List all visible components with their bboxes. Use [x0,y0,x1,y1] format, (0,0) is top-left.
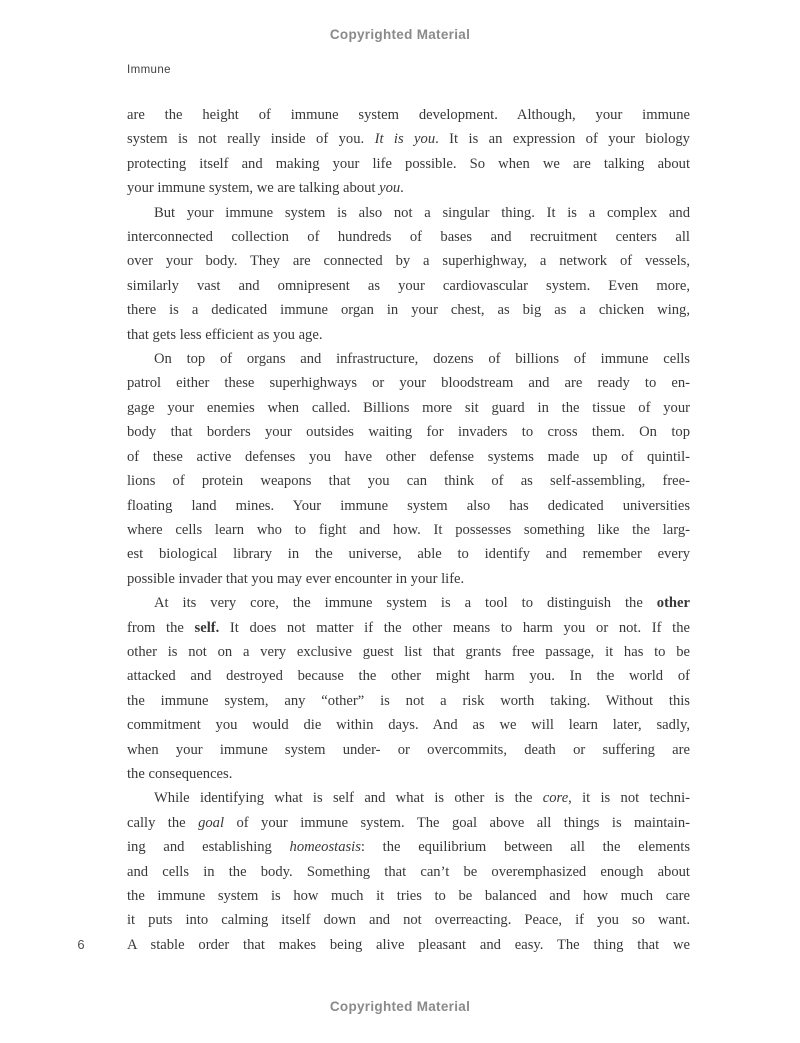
text-line: body that borders your outsides waiting for invaders to cross them. On top [127,424,690,441]
text-line: gage your enemies when called. Billions more sit guard in the tissue of your [127,399,690,416]
text-line: the immune system is how much it tries to be balanced and how much care [127,888,690,904]
text-line: when your immune system under- or overcommits, death or suffering are [127,741,690,758]
body-text [127,103,690,957]
text-line: attacked and destroyed because the other might harm you. In the world of [127,668,690,685]
text-line: patrol either these superhighways or your bloodstream and are ready to en- [127,375,690,392]
text-line: But your immune system is also not a singular thing. It is a complex and [154,204,690,221]
text-line: While identifying what is self and what is other is the core, it is not techni- [154,790,690,807]
text-line: est biological library in the universe, able to identify and remember every [127,546,690,563]
paragraph [127,591,690,786]
copyright-banner-bottom: Copyrighted Material [329,999,471,1014]
text-line: interconnected collection of hundreds of bases and recruitment centers all [127,229,690,246]
text-line: protecting itself and making your life possible. So when we are talking about [127,155,690,172]
running-header: Immune [127,64,171,76]
copyright-banner-top: Copyrighted Material [329,27,471,42]
text-line: cally the goal of your immune system. The goal above all things is maintain- [127,814,690,831]
paragraph [127,347,690,591]
text-line: system is not really inside of you. It is you. It is an expression of your biology [127,131,690,148]
text-line: it puts into calming itself down and not overreacting. Peace, if you so want. [127,912,690,929]
text-line: where cells learn who to fight and how. It possesses something like the larg- [127,521,690,538]
text-line: other is not on a very exclusive guest list that grants free passage, it has to be [127,643,690,660]
text-line: your immune system, we are talking about you. [127,180,404,197]
text-line: possible invader that you may ever encounter in your life. [127,570,465,587]
text-line: there is a dedicated immune organ in your chest, as big as a chicken wing, [127,302,690,319]
paragraph [127,201,690,347]
text-line: A stable order that makes being alive pleasant and easy. The thing that we [127,936,690,953]
text-line: commitment you would die within days. And as we will learn later, sadly, [127,717,690,734]
paragraph [127,103,690,201]
text-line: ing and establishing homeostasis: the equilibrium between all the elements [127,839,690,856]
text-line: that gets less efficient as you age. [127,326,323,343]
text-line: On top of organs and infrastructure, dozens of billions of immune cells [154,351,690,368]
paragraph [127,786,690,957]
text-line: are the height of immune system development. Although, your immune [127,107,690,123]
page-number: 6 [77,937,85,952]
text-line: the immune system, any “other” is not a risk worth taking. Without this [127,692,690,709]
text-line: similarly vast and omnipresent as your cardiovascular system. Even more, [127,277,690,294]
text-line: lions of protein weapons that you can think of as self-assembling, free- [127,473,690,490]
text-line: and cells in the body. Something that can’t be overemphasized enough about [127,863,690,880]
text-line: the consequences. [127,765,233,782]
text-line: over your body. They are connected by a superhighway, a network of vessels, [127,253,690,270]
text-line: At its very core, the immune system is a tool to distinguish the other [154,595,690,612]
text-line: floating land mines. Your immune system also has dedicated universities [127,497,690,514]
text-line: of these active defenses you have other defense systems made up of quintil- [127,448,690,465]
text-line: from the self. It does not matter if the other means to harm you or not. If the [127,619,690,636]
